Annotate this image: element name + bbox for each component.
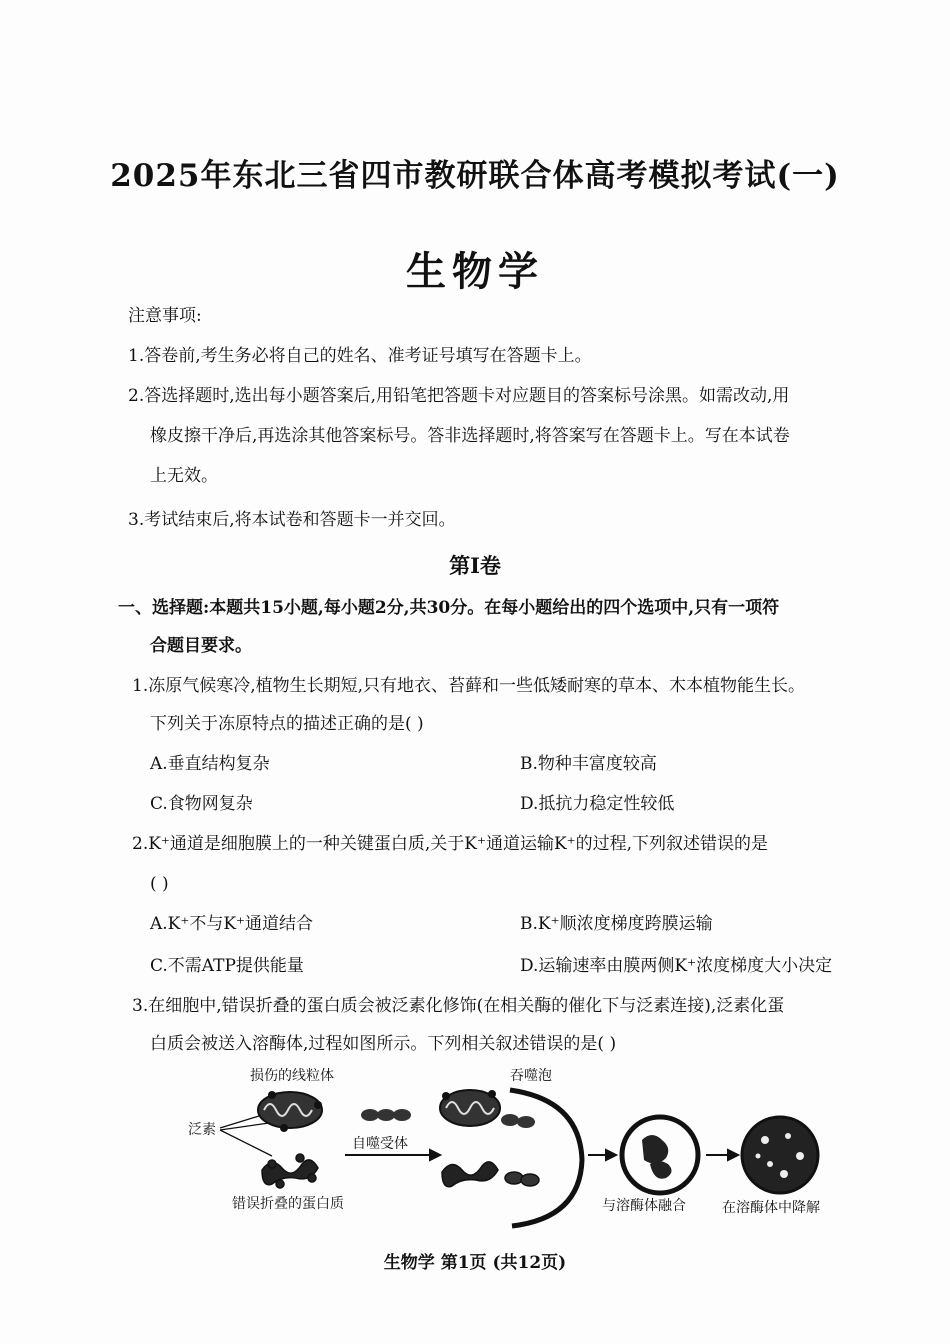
question-1-stem: 1.冻原气候寒冷,植物生长期短,只有地衣、苔藓和一些低矮耐寒的草本、木本植物能生长。 — [132, 676, 806, 696]
autophagy-diagram — [180, 1060, 870, 1230]
notice-heading: 注意事项: — [128, 306, 202, 326]
autophagosome-icon — [622, 1117, 698, 1193]
question-3-stem: 3.在细胞中,错误折叠的蛋白质会被泛素化修饰(在相关酶的催化下与泛素连接),泛素化蛋 — [132, 996, 785, 1016]
question-1-option-c: C.食物网复杂 — [150, 794, 253, 814]
label-phagophore: 吞噬泡 — [510, 1068, 552, 1084]
mitochondrion-icon — [258, 1091, 322, 1132]
subject-title: 生物学 — [406, 248, 544, 295]
section-instruction: 一、选择题:本题共15小题,每小题2分,共30分。在每小题给出的四个选项中,只有一项符 — [118, 598, 780, 618]
question-2-option-b: B.K⁺顺浓度梯度跨膜运输 — [520, 914, 713, 934]
label-degrade-lysosome: 在溶酶体中降解 — [722, 1200, 820, 1216]
arrow-icon — [706, 1150, 738, 1160]
autophagy-receptor-icon — [361, 1109, 411, 1121]
mitochondrion-bound-icon — [440, 1090, 535, 1128]
question-2-option-a: A.K⁺不与K⁺通道结合 — [150, 914, 314, 934]
section-title: 第Ⅰ卷 — [449, 553, 501, 578]
page-footer: 生物学 第1页 (共12页) — [383, 1253, 567, 1273]
exam-title: 2025年东北三省四市教研联合体高考模拟考试(一) — [110, 158, 840, 194]
misfolded-protein-icon — [262, 1154, 318, 1188]
question-1-option-a: A.垂直结构复杂 — [150, 754, 270, 774]
notice-item-cont: 橡皮擦干净后,再选涂其他答案标号。答非选择题时,将答案写在答题卡上。写在本试卷 — [150, 426, 790, 446]
label-misfolded-protein: 错误折叠的蛋白质 — [232, 1196, 344, 1212]
question-2-option-c: C.不需ATP提供能量 — [150, 956, 304, 976]
label-damaged-mitochondria: 损伤的线粒体 — [250, 1068, 334, 1084]
question-2-stem: 2.K⁺通道是细胞膜上的一种关键蛋白质,关于K⁺通道运输K⁺的过程,下列叙述错误的是 — [132, 834, 769, 854]
lysosome-icon — [742, 1117, 818, 1193]
label-ubiquitin: 泛素 — [188, 1122, 216, 1138]
notice-item: 1.答卷前,考生务必将自己的姓名、准考证号填写在答题卡上。 — [128, 346, 592, 366]
notice-item-cont: 上无效。 — [150, 466, 218, 486]
misfolded-protein-bound-icon — [442, 1162, 539, 1187]
label-fuse-lysosome: 与溶酶体融合 — [602, 1198, 686, 1214]
question-1-stem-cont: 下列关于冻原特点的描述正确的是( ) — [150, 714, 424, 734]
question-1-option-d: D.抵抗力稳定性较低 — [520, 794, 675, 814]
question-1-option-b: B.物种丰富度较高 — [520, 754, 657, 774]
question-2-option-d: D.运输速率由膜两侧K⁺浓度梯度大小决定 — [520, 956, 833, 976]
question-2-stem-cont: ( ) — [150, 874, 169, 894]
label-autophagy-receptor: 自噬受体 — [352, 1136, 408, 1152]
notice-item: 2.答选择题时,选出每小题答案后,用铅笔把答题卡对应题目的答案标号涂黑。如需改动,用 — [128, 386, 790, 406]
phagophore-icon — [510, 1090, 582, 1226]
section-instruction-cont: 合题目要求。 — [150, 636, 252, 656]
question-3-stem-cont: 白质会被送入溶酶体,过程如图所示。下列相关叙述错误的是( ) — [150, 1034, 617, 1054]
notice-item: 3.考试结束后,将本试卷和答题卡一并交回。 — [128, 510, 456, 530]
arrow-icon — [588, 1150, 616, 1160]
